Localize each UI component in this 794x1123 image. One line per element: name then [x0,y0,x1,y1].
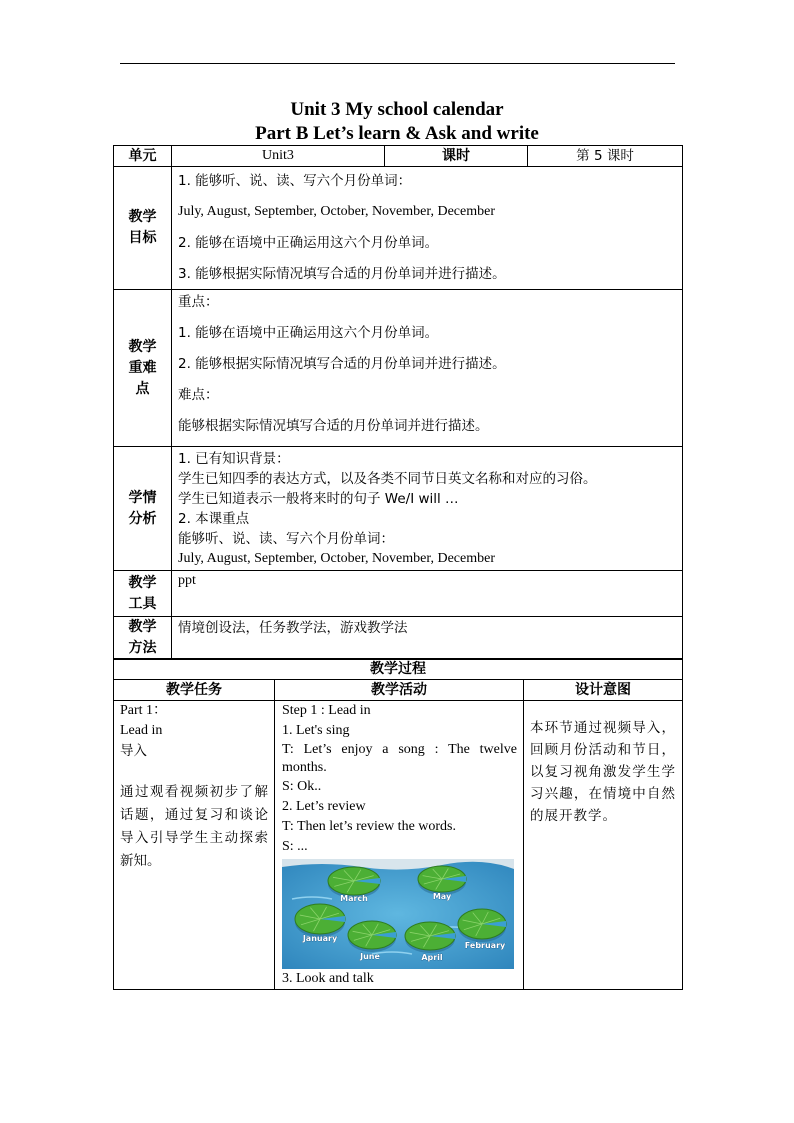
period-value: 第 5 课时 [528,146,683,167]
activity-line: S: Ok.. [282,779,322,794]
key-point-item: 难点： [178,387,219,403]
unit-value: Unit3 [172,146,385,167]
analysis-item: 能够听、说、读、写六个月份单词： [178,531,394,547]
activity-line: S: ... [282,839,308,854]
document-subtitle: Part B Let’s learn & Ask and write [255,123,539,144]
tools-label: 教学 工具 [114,571,172,617]
methods-value: 情境创设法，任务教学法，游戏教学法 [172,617,683,660]
unit-row [114,146,683,167]
analysis-row [114,447,683,571]
lily-pad-pond-image [282,859,514,969]
task-description: 通过观看视频初步了解话题，通过复习和谈论导入引导学生主动探索新知。 [120,784,268,869]
month-label: April [421,953,443,962]
activity-line: Step 1 : Lead in [282,703,371,718]
objective-item: July, August, September, October, November, December [178,204,495,219]
analysis-item: 学生已知四季的表达方式，以及各类不同节日英文名称和对应的习俗。 [178,471,597,487]
tools-value: ppt [172,571,683,617]
methods-label: 教学 方法 [114,617,172,660]
task-cell [114,701,275,990]
analysis-item: 学生已知道表示一般将来时的句子 We/I will … [178,491,459,507]
key-point-item: 2. 能够根据实际情况填写合适的月份单词并进行描述。 [178,356,506,372]
month-label: January [302,934,338,943]
objectives-label: 教学 目标 [114,167,172,290]
process-header-row [114,680,683,701]
key-point-item: 1. 能够在语境中正确运用这六个月份单词。 [178,325,439,341]
key-point-item: 重点： [178,294,219,310]
intent-text: 本环节通过视频导入，回顾月份活动和节日，以复习视角激发学生学习兴趣，在情境中自然的展开教学。 [530,720,676,824]
task-name: Lead in [120,723,163,738]
key-points-content [172,290,683,447]
activity-line: T: Then let’s review the words. [282,819,457,834]
key-points-row [114,290,683,447]
task-name-cn: 导入 [120,743,147,759]
task-part: Part 1： [120,703,168,718]
tools-row [114,571,683,617]
process-table [113,658,683,990]
activity-line: 1. Let's sing [282,723,350,738]
document-title: Unit 3 My school calendar [290,99,504,120]
part1-row [114,701,683,990]
unit-label: 单元 [114,146,172,167]
process-title-row [114,659,683,680]
activity-line: 2. Let’s review [282,799,366,814]
col-intent-header: 设计意图 [524,680,683,701]
month-label: February [464,941,506,950]
month-label: June [360,952,380,961]
methods-row [114,617,683,660]
analysis-item: 1. 已有知识背景： [178,451,290,467]
key-point-item: 能够根据实际情况填写合适的月份单词并进行描述。 [178,418,489,434]
process-title: 教学过程 [114,659,683,680]
objective-item: 1. 能够听、说、读、写六个月份单词： [178,173,412,189]
activity-cell [275,701,524,990]
objective-item: 2. 能够在语境中正确运用这六个月份单词。 [178,235,439,251]
col-task-header: 教学任务 [114,680,275,701]
objective-item: 3. 能够根据实际情况填写合适的月份单词并进行描述。 [178,266,506,282]
month-label: May [432,892,452,901]
lesson-plan-table [113,145,683,660]
objectives-content [172,167,683,290]
analysis-item: 2. 本课重点 [178,511,250,527]
key-points-label: 教学 重难 点 [114,290,172,447]
analysis-content [172,447,683,571]
col-activity-header: 教学活动 [275,680,524,701]
activity-line: T: Let’s enjoy a song : The twelve months. [282,742,517,775]
activity-line: 3. Look and talk [282,971,374,986]
header-rule [120,63,675,64]
period-label: 课时 [385,146,528,167]
analysis-label: 学情 分析 [114,447,172,571]
month-label: March [340,894,368,903]
objectives-row [114,167,683,290]
analysis-item: July, August, September, October, November, December [178,551,495,566]
intent-cell [524,701,683,990]
